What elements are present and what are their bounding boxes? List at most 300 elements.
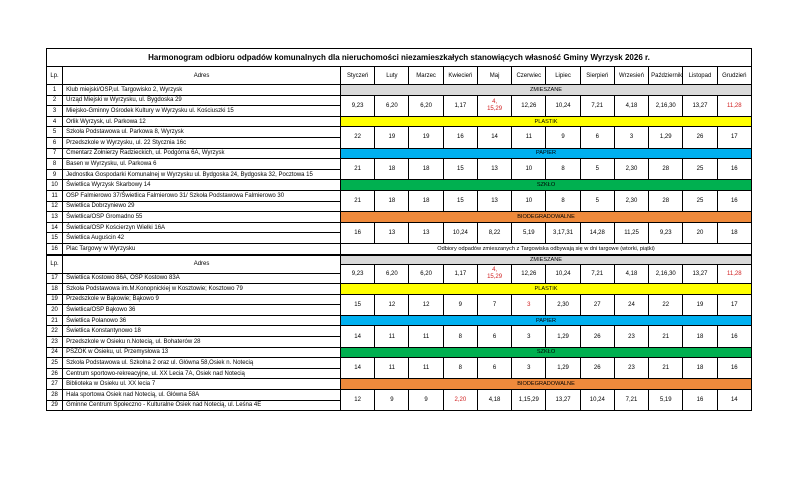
- pickup-dates: 9,23: [351, 271, 364, 278]
- pickup-date-cell: [580, 265, 614, 284]
- pickup-date-cell: [717, 294, 751, 315]
- pickup-dates: 19: [696, 301, 704, 308]
- pickup-date-cell: [546, 127, 580, 148]
- table-row: [47, 294, 752, 305]
- pickup-date-cell: [443, 294, 477, 315]
- pickup-date-cell: [580, 390, 614, 411]
- pickup-date-cell: [375, 265, 409, 284]
- pickup-dates: 18: [696, 333, 704, 340]
- pickup-date-cell: [683, 159, 717, 180]
- pickup-dates: 14,28: [589, 229, 605, 236]
- pickup-dates: 13,27: [555, 397, 571, 404]
- pickup-dates: 7,21: [625, 397, 638, 404]
- pickup-dates: 13: [491, 166, 498, 173]
- pickup-dates: 14: [354, 333, 361, 340]
- pickup-dates: 17: [730, 134, 738, 141]
- pickup-date-cell: [614, 265, 648, 284]
- pickup-date-cell: [649, 127, 683, 148]
- pickup-date-cell: [717, 159, 751, 180]
- table-row: [47, 379, 752, 390]
- header-row: [47, 67, 752, 85]
- pickup-date-cell: [649, 159, 683, 180]
- pickup-date-cell: [477, 358, 511, 379]
- pickup-dates: 26: [593, 365, 601, 372]
- row-number: 23: [47, 337, 63, 348]
- table-row: [47, 180, 752, 191]
- address-cell: Orlik Wyrzysk, ul. Parkowa 12: [63, 116, 341, 127]
- pickup-dates: 8: [561, 198, 565, 205]
- pickup-date-cell: [649, 390, 683, 411]
- pickup-dates: 2,30: [625, 198, 638, 205]
- pickup-date-cell: [409, 358, 443, 379]
- address-cell: Świetlica Polanowo 36: [63, 315, 341, 326]
- pickup-date-cell: [580, 294, 614, 315]
- row-number: 26: [47, 368, 63, 379]
- schedule-sheet: [46, 48, 752, 411]
- pickup-dates: 21: [354, 166, 361, 173]
- pickup-date-cell: [614, 390, 648, 411]
- pickup-dates: 10: [525, 198, 533, 205]
- pickup-date-cell: [409, 190, 443, 211]
- pickup-dates: 9,23: [659, 229, 672, 236]
- lp-header: Lp.: [47, 255, 63, 274]
- address-cell: Jednostka Gospodarki Komunalnej w Wyrzysku ul. Bydgoska 24, Bydgoska 32, Pocztowa 15: [63, 169, 341, 180]
- pickup-date-cell: [717, 95, 751, 116]
- pickup-date-cell: [512, 190, 546, 211]
- pickup-dates: 11,28: [727, 102, 742, 109]
- table-row: [47, 116, 752, 127]
- pickup-dates: 14: [354, 365, 361, 372]
- pickup-dates: 18: [730, 229, 738, 236]
- pickup-dates: 25: [696, 166, 704, 173]
- pickup-dates: 1,15,29: [518, 397, 539, 404]
- pickup-dates: 10,24: [555, 271, 571, 278]
- pickup-date-cell: [477, 390, 511, 411]
- pickup-date-cell: [375, 326, 409, 347]
- category-paper-label: PAPIER: [341, 148, 752, 159]
- pickup-date-cell: [512, 390, 546, 411]
- table-row: [47, 95, 752, 106]
- table-row: [47, 243, 752, 254]
- pickup-date-cell: [649, 95, 683, 116]
- pickup-dates: 13: [491, 198, 498, 205]
- row-number: 10: [47, 180, 63, 191]
- address-cell: Szkoła Podstawowa im.M.Konopnickiej w Kosztowie; Kosztowo 79: [63, 284, 341, 295]
- pickup-date-cell: [443, 326, 477, 347]
- pickup-dates: 12: [354, 397, 361, 404]
- pickup-dates: 5,19: [522, 229, 535, 236]
- pickup-date-cell: [375, 95, 409, 116]
- pickup-dates: 6: [492, 333, 497, 340]
- pickup-date-cell: [614, 159, 648, 180]
- pickup-date-cell: [477, 326, 511, 347]
- pickup-date-cell: [580, 326, 614, 347]
- pickup-date-cell: [512, 294, 546, 315]
- pickup-date-cell: [512, 358, 546, 379]
- pickup-date-cell: [683, 294, 717, 315]
- pickup-dates: 16: [730, 365, 738, 372]
- pickup-dates: 10,24: [589, 397, 605, 404]
- pickup-dates: 4, 15,29: [487, 98, 503, 112]
- address-cell: Świetlica Konstantynowo 18: [63, 326, 341, 337]
- pickup-dates: 27: [593, 301, 601, 308]
- address-cell: Świetlica/OSP Bąkowo 36: [63, 305, 341, 316]
- pickup-dates: 11: [388, 333, 395, 340]
- month-header: Styczeń: [341, 67, 375, 85]
- row-number: 22: [47, 326, 63, 337]
- pickup-dates: 4, 15,29: [487, 267, 503, 281]
- pickup-date-cell: [614, 127, 648, 148]
- section2-header-row: [47, 255, 752, 265]
- pickup-date-cell: [341, 390, 375, 411]
- table-row: [47, 358, 752, 369]
- row-number: 7: [47, 148, 63, 159]
- category-paper-label: PAPIER: [341, 315, 752, 326]
- pickup-date-cell: [683, 95, 717, 116]
- pickup-dates: 6,20: [420, 271, 432, 278]
- address-cell: Przedszkole w Wyrzysku, ul. 22 Stycznia 16c: [63, 137, 341, 148]
- month-header: Luty: [375, 67, 409, 85]
- pickup-dates: 16: [456, 134, 464, 141]
- pickup-dates: 21: [662, 365, 670, 372]
- row-number: 17: [47, 273, 63, 284]
- pickup-dates: 9: [561, 134, 565, 141]
- category-bio-label: BIODEGRADOWALNE: [341, 379, 752, 390]
- pickup-dates: 12,26: [521, 271, 537, 278]
- pickup-dates: 8: [561, 166, 565, 173]
- pickup-dates: 12: [422, 301, 430, 308]
- pickup-dates: 11,25: [624, 229, 639, 236]
- pickup-date-cell: [341, 265, 375, 284]
- pickup-dates: 19: [422, 134, 430, 141]
- row-number: 20: [47, 305, 63, 316]
- pickup-date-cell: [409, 127, 443, 148]
- pickup-dates: 23: [628, 333, 635, 340]
- pickup-date-cell: [683, 222, 717, 243]
- pickup-date-cell: [409, 326, 443, 347]
- pickup-date-cell: [375, 390, 409, 411]
- pickup-date-cell: [443, 190, 477, 211]
- category-glass-label: SZKŁO: [341, 180, 752, 191]
- pickup-date-cell: [683, 265, 717, 284]
- pickup-date-cell: [683, 190, 717, 211]
- pickup-dates: 9: [458, 301, 462, 308]
- pickup-dates: 1,17: [454, 102, 467, 109]
- row-number: 28: [47, 390, 63, 401]
- pickup-dates: 15: [456, 198, 464, 205]
- pickup-date-cell: [717, 190, 751, 211]
- pickup-date-cell: [375, 294, 409, 315]
- pickup-dates: 20: [696, 229, 704, 236]
- pickup-dates: 9: [424, 397, 428, 404]
- row-number: 5: [47, 127, 63, 138]
- row-number: 14: [47, 222, 63, 233]
- address-cell: Świetlica Kostowo 86A, OSP Kostowo 83A: [63, 273, 341, 284]
- pickup-date-cell: [580, 127, 614, 148]
- address-cell: Świetlica Wyrzysk Skarbowy 14: [63, 180, 341, 191]
- pickup-date-cell: [546, 190, 580, 211]
- address-header: Adres: [63, 255, 341, 274]
- month-header: Październik: [649, 67, 683, 85]
- row-number: 12: [47, 201, 63, 212]
- pickup-date-cell: [546, 265, 580, 284]
- pickup-date-cell: [717, 390, 751, 411]
- pickup-date-cell: [546, 326, 580, 347]
- pickup-dates: 28: [662, 198, 670, 205]
- pickup-dates: 9: [390, 397, 394, 404]
- pickup-dates: 14: [730, 397, 738, 404]
- table-row: [47, 148, 752, 159]
- address-cell: Gminne Centrum Społeczno - Kulturalne Osiek nad Notecią, ul. Leśna 4E: [63, 400, 341, 411]
- pickup-dates: 21: [662, 333, 670, 340]
- pickup-dates: 13: [388, 229, 396, 236]
- pickup-dates: 3: [629, 134, 634, 141]
- pickup-dates: 24: [628, 301, 635, 308]
- address-cell: Szkoła Podstawowa ul. Szkolna 2 oraz ul. Główna 58,Osiek n. Notecią: [63, 358, 341, 369]
- pickup-date-cell: [512, 127, 546, 148]
- row-number: 21: [47, 315, 63, 326]
- pickup-date-cell: [649, 294, 683, 315]
- address-cell: Hala sportowa Osiek nad Notecią, ul. Główna 58A: [63, 390, 341, 401]
- pickup-dates: 15: [456, 166, 464, 173]
- pickup-date-cell: [341, 326, 375, 347]
- pickup-dates: 2,30: [625, 166, 638, 173]
- pickup-date-cell: [649, 265, 683, 284]
- pickup-date-cell: [477, 222, 511, 243]
- address-cell: Świetlica/OSP Kościerzyn Wielki 16A: [63, 222, 341, 233]
- pickup-dates: 11: [525, 134, 532, 141]
- pickup-date-cell: [443, 127, 477, 148]
- pickup-dates: 25: [696, 198, 704, 205]
- pickup-date-cell: [649, 358, 683, 379]
- pickup-dates: 8: [458, 333, 462, 340]
- pickup-dates: 12: [388, 301, 396, 308]
- category-plastic-label: PLASTIK: [341, 284, 752, 295]
- category-mixed-label: ZMIESZANE: [341, 255, 752, 265]
- pickup-dates: 8,22: [488, 229, 501, 236]
- pickup-dates: 3: [527, 333, 531, 340]
- pickup-dates: 3: [527, 365, 531, 372]
- pickup-date-cell: [375, 222, 409, 243]
- pickup-date-cell: [649, 190, 683, 211]
- pickup-date-cell: [717, 358, 751, 379]
- table-row: [47, 190, 752, 201]
- pickup-date-cell: [614, 222, 648, 243]
- pickup-date-cell: [443, 95, 477, 116]
- pickup-date-cell: [546, 159, 580, 180]
- address-cell: Centrum sportowo-rekreacyjne, ul. XX Lecia 7A, Osiek nad Notecią: [63, 368, 341, 379]
- pickup-date-cell: [375, 358, 409, 379]
- pickup-date-cell: [683, 390, 717, 411]
- pickup-date-cell: [717, 326, 751, 347]
- pickup-dates: 26: [696, 134, 704, 141]
- pickup-dates: 18: [696, 365, 704, 372]
- pickup-date-cell: [546, 222, 580, 243]
- pickup-dates: 2,16,30: [655, 271, 676, 278]
- month-header: Maj: [477, 67, 511, 85]
- pickup-date-cell: [409, 390, 443, 411]
- pickup-date-cell: [614, 358, 648, 379]
- pickup-dates: 8: [458, 365, 462, 372]
- pickup-date-cell: [614, 190, 648, 211]
- pickup-dates: 18: [388, 198, 396, 205]
- pickup-date-cell: [477, 294, 511, 315]
- pickup-dates: 7,21: [591, 102, 604, 109]
- pickup-dates: 26: [593, 333, 601, 340]
- pickup-date-cell: [477, 127, 511, 148]
- pickup-date-cell: [512, 159, 546, 180]
- pickup-dates: 16: [730, 198, 738, 205]
- pickup-date-cell: [580, 95, 614, 116]
- pickup-dates: 11: [422, 333, 430, 340]
- pickup-dates: 5: [595, 166, 599, 173]
- pickup-date-cell: [580, 222, 614, 243]
- pickup-dates: 18: [422, 198, 430, 205]
- pickup-date-cell: [614, 326, 648, 347]
- row-number: 9: [47, 169, 63, 180]
- pickup-date-cell: [546, 390, 580, 411]
- row-number: 8: [47, 159, 63, 170]
- pickup-dates: 11,28: [727, 271, 742, 278]
- pickup-dates: 16: [696, 397, 704, 404]
- pickup-dates: 4,18: [488, 397, 501, 404]
- address-cell: Świetlica Auguścin 42: [63, 233, 341, 244]
- table-row: [47, 127, 752, 138]
- pickup-date-cell: [443, 159, 477, 180]
- pickup-dates: 13: [422, 229, 430, 236]
- address-cell: PSZOK w Osieku, ul. Przemysłowa 13: [63, 347, 341, 358]
- market-note: Odbiory odpadów zmieszanych z Targowiska odbywają się w dni targowe (wtorki, piątki): [341, 243, 752, 254]
- address-cell: Świetlica/OSP Gromadno 55: [63, 212, 341, 223]
- pickup-date-cell: [409, 265, 443, 284]
- pickup-date-cell: [375, 159, 409, 180]
- pickup-dates: 18: [422, 166, 430, 173]
- table-row: [47, 212, 752, 223]
- row-number: 2: [47, 95, 63, 106]
- address-cell: Miejsko-Gminny Ośrodek Kultury w Wyrzysku ul. Kościuszki 15: [63, 106, 341, 117]
- pickup-date-cell: [341, 95, 375, 116]
- pickup-date-cell: [614, 95, 648, 116]
- pickup-dates: 6,20: [386, 271, 398, 278]
- pickup-date-cell: [683, 358, 717, 379]
- address-cell: OSP Falmierowo 37/Świetlica Falmierowo 31/ Szkoła Podstawowa Falmierowo 30: [63, 190, 341, 201]
- pickup-date-cell: [649, 222, 683, 243]
- pickup-dates: 11: [388, 365, 395, 372]
- pickup-dates: 6,20: [420, 102, 432, 109]
- pickup-dates: 12,26: [521, 102, 537, 109]
- address-cell: Przedszkole w Bąkowie; Bąkowo 9: [63, 294, 341, 305]
- row-number: 16: [47, 243, 63, 254]
- pickup-dates: 6,20: [386, 102, 398, 109]
- pickup-dates: 1,17: [454, 271, 467, 278]
- pickup-date-cell: [546, 294, 580, 315]
- pickup-dates: 17: [730, 301, 738, 308]
- address-cell: Urząd Miejski w Wyrzysku, ul. Bygdoska 29: [63, 95, 341, 106]
- category-plastic-label: PLASTIK: [341, 116, 752, 127]
- pickup-dates: 1,29: [659, 134, 672, 141]
- month-header: Grudzień: [717, 67, 751, 85]
- address-cell: Szkoła Podstawowa ul. Parkowa 8, Wyrzysk: [63, 127, 341, 138]
- pickup-dates: 10,24: [452, 229, 468, 236]
- row-number: 13: [47, 212, 63, 223]
- row-number: 18: [47, 284, 63, 295]
- pickup-date-cell: [477, 95, 511, 116]
- month-header: Listopad: [683, 67, 717, 85]
- table-row: [47, 85, 752, 96]
- schedule-table: [46, 48, 752, 411]
- pickup-date-cell: [546, 95, 580, 116]
- table-row: [47, 390, 752, 401]
- address-cell: Basen w Wyrzysku, ul. Parkowa 6: [63, 159, 341, 170]
- pickup-date-cell: [341, 358, 375, 379]
- month-header: Marzec: [409, 67, 443, 85]
- pickup-date-cell: [580, 190, 614, 211]
- pickup-date-cell: [614, 294, 648, 315]
- pickup-dates: 22: [662, 301, 670, 308]
- pickup-date-cell: [512, 222, 546, 243]
- pickup-dates: 6: [595, 134, 599, 141]
- pickup-dates: 22: [354, 134, 361, 141]
- pickup-date-cell: [477, 190, 511, 211]
- pickup-date-cell: [512, 95, 546, 116]
- address-cell: Cmentarz Żołnierzy Radzieckich, ul. Podgórna 6A, Wyrzysk: [63, 148, 341, 159]
- month-header: Lipiec: [546, 67, 580, 85]
- row-number: 1: [47, 85, 63, 96]
- table-row: [47, 326, 752, 337]
- pickup-date-cell: [546, 358, 580, 379]
- pickup-dates: 21: [354, 198, 361, 205]
- address-cell: Przedszkole w Osieku n.Notecią, ul. Bohaterów 28: [63, 337, 341, 348]
- pickup-date-cell: [717, 265, 751, 284]
- pickup-date-cell: [443, 222, 477, 243]
- pickup-date-cell: [683, 127, 717, 148]
- pickup-dates: 9,23: [351, 102, 364, 109]
- pickup-date-cell: [443, 358, 477, 379]
- pickup-dates: 7,21: [591, 271, 604, 278]
- pickup-dates: 1,29: [557, 333, 569, 340]
- lp-header: Lp.: [47, 67, 63, 85]
- pickup-dates: 11: [422, 365, 430, 372]
- category-glass-label: SZKŁO: [341, 347, 752, 358]
- pickup-date-cell: [443, 390, 477, 411]
- pickup-date-cell: [717, 222, 751, 243]
- pickup-dates: 6: [492, 365, 497, 372]
- pickup-dates: 16: [730, 166, 738, 173]
- address-cell: Świetlica Dobrzyniewo 29: [63, 201, 341, 212]
- pickup-date-cell: [409, 294, 443, 315]
- pickup-date-cell: [409, 159, 443, 180]
- pickup-dates: 1,29: [557, 365, 569, 372]
- pickup-date-cell: [409, 222, 443, 243]
- pickup-date-cell: [341, 222, 375, 243]
- page-title: Harmonogram odbioru odpadów komunalnych dla nieruchomości niezamieszkałych stanowiących własność Gminy Wyrzysk 2026 r.: [47, 49, 752, 67]
- pickup-date-cell: [477, 265, 511, 284]
- pickup-date-cell: [375, 190, 409, 211]
- month-header: Kwiecień: [443, 67, 477, 85]
- pickup-date-cell: [341, 190, 375, 211]
- pickup-dates: 2,30: [557, 301, 569, 308]
- table-row: [47, 159, 752, 170]
- pickup-dates: 5,19: [659, 397, 672, 404]
- row-number: 11: [47, 190, 63, 201]
- pickup-date-cell: [580, 358, 614, 379]
- pickup-dates: 2,16,30: [655, 102, 676, 109]
- pickup-date-cell: [477, 159, 511, 180]
- pickup-dates: 3,17,31: [553, 229, 574, 236]
- pickup-dates: 15: [354, 301, 361, 308]
- pickup-dates: 4,18: [625, 102, 638, 109]
- pickup-date-cell: [341, 127, 375, 148]
